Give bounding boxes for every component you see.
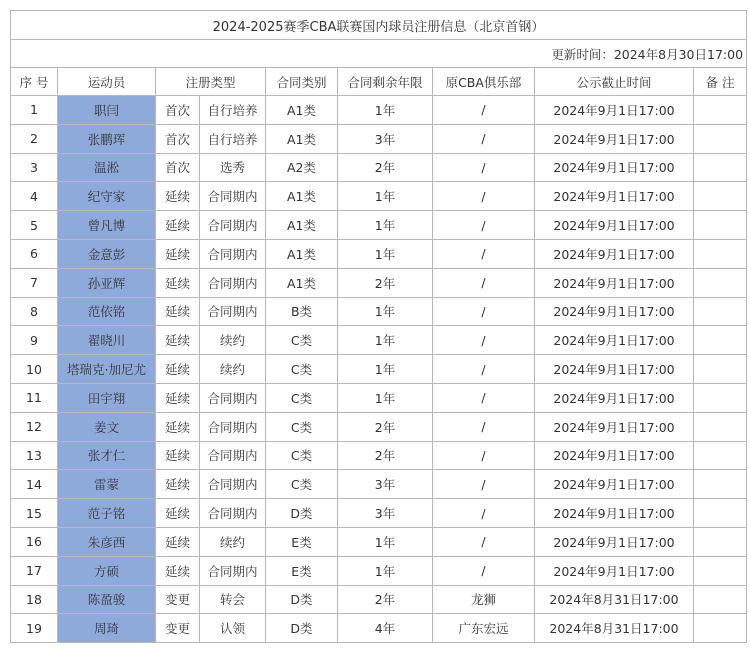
cell-contract-type: C类 (266, 441, 338, 470)
cell-player-name: 曾凡博 (58, 211, 156, 240)
cell-prev-club: / (433, 297, 535, 326)
cell-deadline: 2024年9月1日17:00 (535, 355, 694, 384)
cell-reg-status: 延续 (156, 326, 200, 355)
cell-prev-club: / (433, 153, 535, 182)
table-row (11, 124, 747, 153)
update-row (11, 40, 747, 68)
cell-contract-type: D类 (266, 499, 338, 528)
cell-contract-type: E类 (266, 556, 338, 585)
table-row (11, 499, 747, 528)
cell-player-name: 田宇翔 (58, 383, 156, 412)
cell-index: 3 (11, 153, 58, 182)
table-row (11, 182, 747, 211)
cell-index: 4 (11, 182, 58, 211)
cell-reg-method: 合同期内 (200, 239, 266, 268)
cell-deadline: 2024年9月1日17:00 (535, 124, 694, 153)
cell-player-name: 姜文 (58, 412, 156, 441)
cell-note (694, 470, 747, 499)
cell-remaining-years: 1年 (338, 96, 433, 125)
cell-prev-club: / (433, 211, 535, 240)
cell-reg-method: 选秀 (200, 153, 266, 182)
table-row (11, 470, 747, 499)
cell-reg-method: 续约 (200, 527, 266, 556)
cell-contract-type: A1类 (266, 239, 338, 268)
table-row (11, 297, 747, 326)
table-row (11, 211, 747, 240)
cell-remaining-years: 1年 (338, 182, 433, 211)
table-row (11, 239, 747, 268)
cell-note (694, 412, 747, 441)
cell-remaining-years: 1年 (338, 527, 433, 556)
cell-reg-status: 延续 (156, 239, 200, 268)
cell-deadline: 2024年9月1日17:00 (535, 441, 694, 470)
cell-deadline: 2024年9月1日17:00 (535, 383, 694, 412)
cell-note (694, 153, 747, 182)
update-time: 更新时间：2024年8月30日17:00 (11, 40, 747, 68)
cell-reg-status: 变更 (156, 585, 200, 614)
header-player: 运动员 (58, 68, 156, 96)
cell-contract-type: D类 (266, 614, 338, 643)
cell-reg-status: 延续 (156, 182, 200, 211)
cell-index: 7 (11, 268, 58, 297)
cell-remaining-years: 3年 (338, 499, 433, 528)
table-row (11, 153, 747, 182)
cell-reg-method: 合同期内 (200, 556, 266, 585)
table-row (11, 326, 747, 355)
table-row (11, 556, 747, 585)
cell-player-name: 朱彦西 (58, 527, 156, 556)
cell-note (694, 182, 747, 211)
table-row (11, 96, 747, 125)
cell-reg-method: 合同期内 (200, 268, 266, 297)
cell-reg-status: 延续 (156, 355, 200, 384)
cell-deadline: 2024年8月31日17:00 (535, 585, 694, 614)
cell-reg-status: 首次 (156, 153, 200, 182)
table-row (11, 585, 747, 614)
cell-prev-club: 龙狮 (433, 585, 535, 614)
cell-index: 12 (11, 412, 58, 441)
cell-contract-type: C类 (266, 412, 338, 441)
cell-note (694, 326, 747, 355)
cell-note (694, 96, 747, 125)
cell-prev-club: / (433, 355, 535, 384)
cell-index: 19 (11, 614, 58, 643)
cell-reg-status: 延续 (156, 211, 200, 240)
cell-remaining-years: 2年 (338, 441, 433, 470)
cell-prev-club: / (433, 527, 535, 556)
cell-contract-type: D类 (266, 585, 338, 614)
title-row (11, 11, 747, 40)
cell-remaining-years: 4年 (338, 614, 433, 643)
cell-index: 6 (11, 239, 58, 268)
cell-player-name: 翟晓川 (58, 326, 156, 355)
cell-remaining-years: 2年 (338, 585, 433, 614)
table-row (11, 355, 747, 384)
cell-reg-method: 合同期内 (200, 412, 266, 441)
table-row (11, 441, 747, 470)
cell-deadline: 2024年9月1日17:00 (535, 556, 694, 585)
cell-player-name: 方硕 (58, 556, 156, 585)
cell-note (694, 383, 747, 412)
cell-index: 9 (11, 326, 58, 355)
cell-player-name: 张鹏珲 (58, 124, 156, 153)
cell-reg-method: 自行培养 (200, 124, 266, 153)
cell-contract-type: C类 (266, 355, 338, 384)
cell-deadline: 2024年8月31日17:00 (535, 614, 694, 643)
cell-remaining-years: 1年 (338, 355, 433, 384)
cell-prev-club: / (433, 124, 535, 153)
cell-index: 5 (11, 211, 58, 240)
cell-reg-method: 合同期内 (200, 499, 266, 528)
cell-deadline: 2024年9月1日17:00 (535, 527, 694, 556)
cell-contract-type: A2类 (266, 153, 338, 182)
cell-note (694, 239, 747, 268)
cell-deadline: 2024年9月1日17:00 (535, 268, 694, 297)
cell-contract-type: A1类 (266, 124, 338, 153)
cell-index: 8 (11, 297, 58, 326)
cell-deadline: 2024年9月1日17:00 (535, 239, 694, 268)
cell-contract-type: A1类 (266, 96, 338, 125)
cell-contract-type: C类 (266, 326, 338, 355)
cell-player-name: 金意彭 (58, 239, 156, 268)
cell-player-name: 张才仁 (58, 441, 156, 470)
cell-index: 15 (11, 499, 58, 528)
header-remaining: 合同剩余年限 (338, 68, 433, 96)
cell-player-name: 陈盈骏 (58, 585, 156, 614)
cell-remaining-years: 2年 (338, 268, 433, 297)
cell-prev-club: / (433, 326, 535, 355)
cell-reg-method: 转会 (200, 585, 266, 614)
cell-note (694, 614, 747, 643)
cell-player-name: 范子铭 (58, 499, 156, 528)
cell-remaining-years: 1年 (338, 556, 433, 585)
cell-prev-club: / (433, 412, 535, 441)
cell-contract-type: A1类 (266, 182, 338, 211)
cell-reg-status: 延续 (156, 470, 200, 499)
cell-deadline: 2024年9月1日17:00 (535, 96, 694, 125)
cell-note (694, 441, 747, 470)
header-index: 序 号 (11, 68, 58, 96)
cell-remaining-years: 2年 (338, 153, 433, 182)
table-row (11, 614, 747, 643)
cell-prev-club: 广东宏远 (433, 614, 535, 643)
cell-contract-type: A1类 (266, 268, 338, 297)
header-deadline: 公示截止时间 (535, 68, 694, 96)
cell-prev-club: / (433, 268, 535, 297)
cell-note (694, 211, 747, 240)
header-note: 备 注 (694, 68, 747, 96)
cell-index: 10 (11, 355, 58, 384)
cell-remaining-years: 2年 (338, 412, 433, 441)
cell-player-name: 雷蒙 (58, 470, 156, 499)
cell-reg-status: 首次 (156, 96, 200, 125)
cell-deadline: 2024年9月1日17:00 (535, 211, 694, 240)
cell-prev-club: / (433, 96, 535, 125)
cell-reg-status: 变更 (156, 614, 200, 643)
cell-reg-status: 延续 (156, 499, 200, 528)
cell-player-name: 塔瑞克·加尼尤 (58, 355, 156, 384)
cell-player-name: 周琦 (58, 614, 156, 643)
cell-contract-type: B类 (266, 297, 338, 326)
cell-index: 17 (11, 556, 58, 585)
cell-deadline: 2024年9月1日17:00 (535, 470, 694, 499)
cell-reg-status: 延续 (156, 441, 200, 470)
cell-remaining-years: 1年 (338, 383, 433, 412)
cell-remaining-years: 1年 (338, 211, 433, 240)
cell-remaining-years: 1年 (338, 239, 433, 268)
cell-note (694, 124, 747, 153)
table-row (11, 383, 747, 412)
header-reg-type: 注册类型 (156, 68, 266, 96)
cell-remaining-years: 1年 (338, 326, 433, 355)
cell-remaining-years: 3年 (338, 470, 433, 499)
cell-index: 18 (11, 585, 58, 614)
cell-index: 13 (11, 441, 58, 470)
cell-prev-club: / (433, 556, 535, 585)
cell-reg-method: 合同期内 (200, 441, 266, 470)
cell-reg-status: 延续 (156, 268, 200, 297)
cell-reg-method: 合同期内 (200, 182, 266, 211)
cell-note (694, 297, 747, 326)
cell-reg-method: 认领 (200, 614, 266, 643)
cell-deadline: 2024年9月1日17:00 (535, 412, 694, 441)
cell-reg-method: 续约 (200, 355, 266, 384)
cell-prev-club: / (433, 499, 535, 528)
cell-reg-status: 延续 (156, 527, 200, 556)
cell-index: 1 (11, 96, 58, 125)
cell-contract-type: C类 (266, 383, 338, 412)
cell-reg-status: 首次 (156, 124, 200, 153)
cell-note (694, 585, 747, 614)
cell-note (694, 556, 747, 585)
cell-index: 16 (11, 527, 58, 556)
header-contract-type: 合同类别 (266, 68, 338, 96)
cell-reg-status: 延续 (156, 556, 200, 585)
cell-deadline: 2024年9月1日17:00 (535, 326, 694, 355)
cell-reg-status: 延续 (156, 412, 200, 441)
cell-player-name: 温淞 (58, 153, 156, 182)
cell-index: 11 (11, 383, 58, 412)
cell-contract-type: E类 (266, 527, 338, 556)
cell-reg-status: 延续 (156, 297, 200, 326)
registration-table (10, 10, 747, 643)
cell-note (694, 268, 747, 297)
table-title: 2024-2025赛季CBA联赛国内球员注册信息（北京首钢） (11, 11, 747, 40)
header-prev-club: 原CBA俱乐部 (433, 68, 535, 96)
cell-reg-method: 合同期内 (200, 211, 266, 240)
cell-prev-club: / (433, 383, 535, 412)
cell-deadline: 2024年9月1日17:00 (535, 182, 694, 211)
cell-index: 2 (11, 124, 58, 153)
cell-reg-method: 合同期内 (200, 297, 266, 326)
cell-prev-club: / (433, 470, 535, 499)
table-row (11, 412, 747, 441)
cell-prev-club: / (433, 441, 535, 470)
cell-player-name: 职闫 (58, 96, 156, 125)
cell-reg-method: 合同期内 (200, 383, 266, 412)
cell-deadline: 2024年9月1日17:00 (535, 499, 694, 528)
cell-note (694, 527, 747, 556)
cell-contract-type: C类 (266, 470, 338, 499)
cell-note (694, 355, 747, 384)
cell-player-name: 范依铭 (58, 297, 156, 326)
cell-contract-type: A1类 (266, 211, 338, 240)
table-row (11, 527, 747, 556)
cell-prev-club: / (433, 239, 535, 268)
cell-remaining-years: 1年 (338, 297, 433, 326)
cell-player-name: 孙亚辉 (58, 268, 156, 297)
cell-reg-status: 延续 (156, 383, 200, 412)
header-row (11, 68, 747, 96)
cell-deadline: 2024年9月1日17:00 (535, 153, 694, 182)
cell-remaining-years: 3年 (338, 124, 433, 153)
cell-player-name: 纪守家 (58, 182, 156, 211)
cell-reg-method: 续约 (200, 326, 266, 355)
cell-reg-method: 自行培养 (200, 96, 266, 125)
table-row (11, 268, 747, 297)
cell-deadline: 2024年9月1日17:00 (535, 297, 694, 326)
cell-index: 14 (11, 470, 58, 499)
cell-note (694, 499, 747, 528)
cell-prev-club: / (433, 182, 535, 211)
cell-reg-method: 合同期内 (200, 470, 266, 499)
